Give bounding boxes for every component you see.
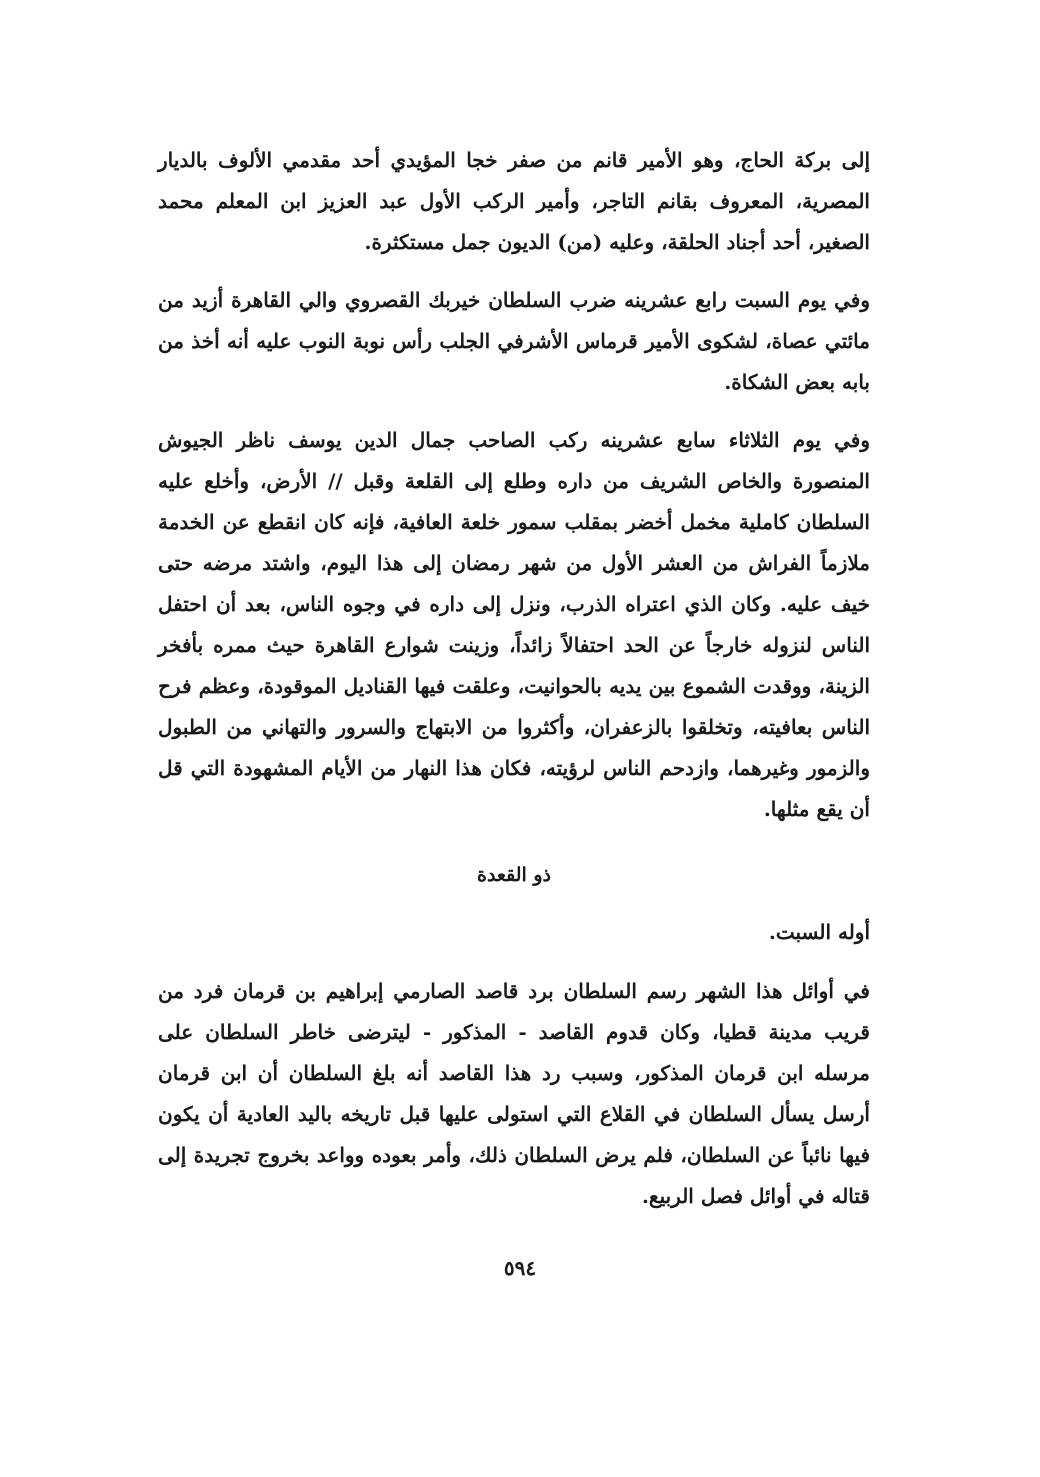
paragraph-3: وفي يوم الثلاثاء سابع عشرينه ركب الصاحب جمال الدين يوسف ناظر الجيوش المنصورة والخاص الشريف من داره وطلع إلى القلعة وقبل // الأرض، وأخلع عليه السلطان كاملية مخمل أخضر بمقلب سمور خلعة العافية، فإنه كان انقطع عن الخدمة ملازماً الفراش من العشر الأول من شهر رمضان إلى هذا اليوم، واشتد مرضه حتى خيف عليه. وكان الذي اعتراه الذرب، ونزل إلى داره في وجوه الناس، بعد أن احتفل الناس لنزوله خارجاً عن الحد احتفالاً زائداً، وزينت شوارع القاهرة حيث ممره بأفخر الزينة، ووقدت الشموع بين يديه بالحوانيت، وعلقت فيها القناديل الموقودة، وعظم فرح الناس بعافيته، وتخلقوا بالزعفران، وأكثروا من الابتهاج والسرور والتهاني من الطبول والزمور وغيرهما، وازدحم الناس لرؤيته، فكان هذا النهار من الأيام المشهودة التي قل أن يقع مثلها. — [158, 428, 870, 821]
page-body — [158, 140, 870, 1234]
paragraph-1: إلى بركة الحاج، وهو الأمير قانم من صفر خجا المؤيدي أحد مقدمي الألوف بالديار المصرية، المعروف بقانم التاجر، وأمير الركب الأول عبد العزيز ابن المعلم محمد الصغير، أحد أجناد الحلقة، وعليه (من) الديون جمل مستكثرة. — [158, 148, 870, 254]
paragraph-4: في أوائل هذا الشهر رسم السلطان برد قاصد الصارمي إبراهيم بن قرمان فرد من قريب مدينة قطيا، وكان قدوم القاصد - المذكور - ليترضى خاطر السلطان على مرسله ابن قرمان المذكور، وسبب رد هذا القاصد أنه بلغ السلطان أن ابن قرمان أرسل يسأل السلطان في القلاع التي استولى عليها قبل تاريخه باليد العادية أن يكون فيها نائباً عن السلطان، فلم يرض السلطان ذلك، وأمر بعوده وواعد بخروج تجريدة إلى قتاله في أوائل فصل الربيع. — [158, 979, 871, 1208]
page-number: ٥٩٤ — [503, 1256, 537, 1280]
paragraph-2: وفي يوم السبت رابع عشرينه ضرب السلطان خيربك القصروي والي القاهرة أزيد من مائتي عصاة، لشكوى الأمير قرماس الأشرفي الجلب رأس نوبة النوب عليه أنه أخذ من بابه بعض الشكاة. — [158, 288, 870, 394]
first-day-line: أوله السبت. — [768, 920, 870, 944]
section-heading: ذو القعدة — [476, 864, 552, 886]
